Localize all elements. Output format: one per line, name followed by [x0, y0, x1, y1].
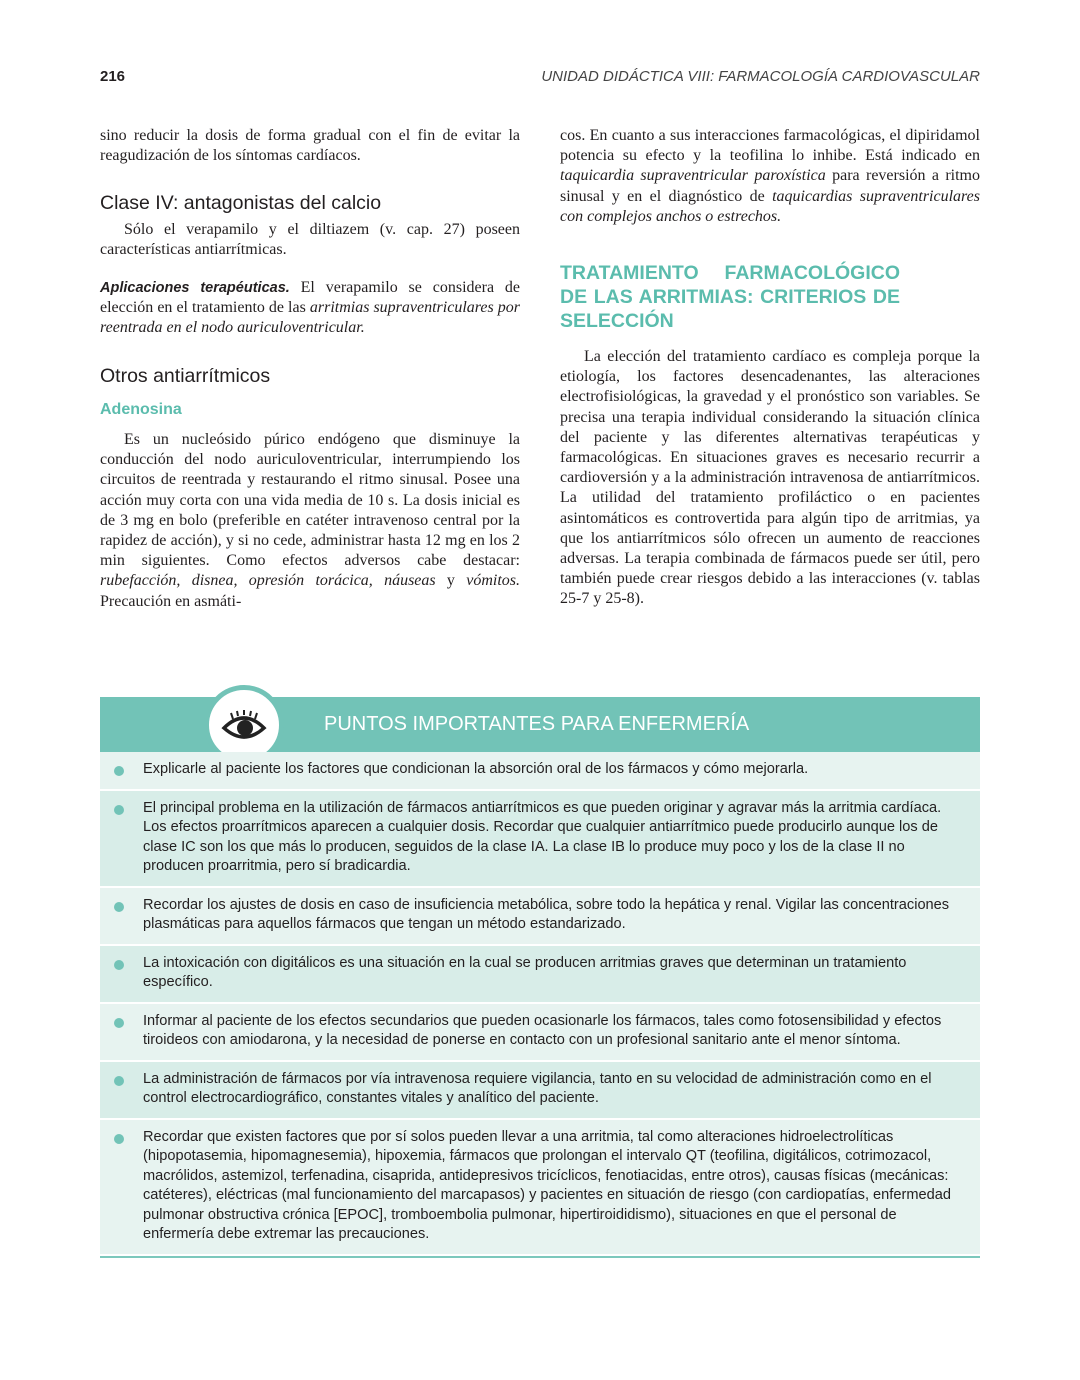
running-header: UNIDAD DIDÁCTICA VIII: FARMACOLOGÍA CARDIOVASCULAR [541, 68, 980, 85]
list-item [100, 752, 980, 791]
italic-text: rubefacción, disnea, opresión torácica, náuseas [100, 572, 436, 590]
list-item-text: El principal problema en la utilización de fármacos antiarrítmicos es que pueden originar y agravar más la arritmia cardíaca. Los efectos proarrítmicos aparecen a cualquier dosis. Recordar que cualquier antiarrítmico puede producirlo aunque los de clase IC son los que más lo producen, seguidos de la clase IA. La clase IB lo produce muy poco y los de la clase II no producen proarritmia, pero sí bradicardia. [143, 799, 942, 874]
bullet-icon [114, 1076, 124, 1086]
list-item [100, 1062, 980, 1120]
paragraph [100, 278, 520, 339]
paragraph [100, 430, 520, 612]
section-heading: Otros antiarrítmicos [100, 364, 271, 387]
bullet-icon [114, 766, 124, 776]
bullet-icon [114, 805, 124, 815]
italic-text: taquicardia supraventricular paroxística [560, 167, 826, 185]
text-run: sino reducir la dosis de forma gradual con el fin de evitar la reagudización de los síntomas cardíacos. [100, 127, 520, 165]
list-item [100, 1004, 980, 1062]
list-item [100, 888, 980, 946]
list-item-text: Informar al paciente de los efectos secundarios que pueden ocasionarle los fármacos, tales como fotosensibilidad y efectos tiroideos con amiodarona, y la necesidad de ponerse en contacto con un profesional sanitario ante el menor síntoma. [143, 1012, 942, 1048]
paragraph [560, 347, 980, 610]
list-item-text: Explicarle al paciente los factores que condicionan la absorción oral de los fármacos y cómo mejorarla. [143, 761, 809, 777]
list-item [100, 946, 980, 1004]
text-run: La elección del tratamiento cardíaco es compleja porque la etiología, los factores desencadenantes, las alteraciones electrofisiológicas, la gravedad y el pronóstico son variables. Se precisa una terapia individual considerando la situación clínica del paciente y las diferentes alternativas terapéuticas y farmacológicas. En situaciones graves es necesario recurrir a cardioversión y a la administración intravenosa de antiarrítmicos. La utilidad del tratamiento profiláctico o en pacientes asintomáticos es controvertida para algún tipo de arritmias, ya que los antiarrítmicos sólo ofrecen un aumento de reacciones adversas. La terapia combinada de fármacos puede ser útil, pero también puede crear riesgos debido a las interacciones (v. tablas 25-7 y 25-8). [560, 348, 980, 608]
right-column [560, 126, 980, 610]
list-item [100, 791, 980, 888]
text-run: Es un nucleósido púrico endógeno que disminuye la conducción del nodo auriculoventricular, interrumpiendo los circuitos de reentrada y restaurando el ritmo sinusal. Posee una acción muy corta con una vida media de 10 s. La dosis inicial es de 3 mg en bolo (preferible en catéter intravenoso central por la rapidez de acción), y si no cede, administrar hasta 12 mg en los 2 min siguientes. Como efectos adversos cabe destacar: [100, 431, 520, 570]
paragraph [100, 126, 520, 166]
text-run: cos. En cuanto a sus interacciones farmacológicas, el dipiridamol potencia su efecto y la teofilina lo inhibe. Está indicado en [560, 127, 980, 165]
box-title: PUNTOS IMPORTANTES PARA ENFERMERÍA [324, 713, 750, 735]
bullet-icon [114, 1018, 124, 1028]
list-item-text: La administración de fármacos por vía intravenosa requiere vigilancia, tanto en su velocidad de administración como en el control electrocardiográfico, constantes vitales y analítico del paciente. [143, 1070, 932, 1106]
list-item [100, 1120, 980, 1256]
italic-text: taquicardias supraventriculares con complejos anchos o estrechos. [560, 187, 981, 225]
left-column [100, 126, 520, 612]
bullet-icon [114, 1134, 124, 1144]
list-item-text: Recordar que existen factores que por sí solos pueden llevar a una arritmia, tal como alteraciones hidroelectrolíticas (hipopotasemia, hipomagnesemia), hipoxemia, fármacos que prolongan el intervalo QT (teofilina, digitálicos, cotrimozacol, macrólidos, astemizol, terfenadina, cisaprida, antidepresivos tricíclicos, fenotiacidas, entre otros), causas físicas (mecánicas: catéteres), eléctricas (mal funcionamiento del marcapasos) y pacientes en situación de riesgo (con cardiopatías, enfermedad pulmonar obstructiva crónica [EPOC], tromboembolia pulmonar, hipertiroididismo), situaciones en que el personal de enfermería debe extremar las precauciones. [143, 1128, 951, 1242]
italic-text: arritmias supraventriculares por reentrada en el nodo auriculoventricular. [100, 299, 520, 337]
text-run: El verapamilo se considera de elección en el tratamiento de las [100, 279, 521, 317]
nursing-points-box [100, 697, 980, 1258]
box-header [100, 697, 980, 752]
italic-text: vómitos. [466, 572, 520, 590]
bullet-icon [114, 902, 124, 912]
lead-in: Aplicaciones terapéuticas. [100, 280, 290, 297]
section-heading: Clase IV: antagonistas del calcio [100, 192, 382, 215]
paragraph [560, 126, 980, 227]
points-list [100, 752, 980, 1256]
list-item-text: Recordar los ajustes de dosis en caso de insuficiencia metabólica, sobre todo la hepática y renal. Vigilar las concentraciones plasmáticas para aquellos fármacos que tengan un método estandarizado. [143, 896, 950, 932]
text-run: Sólo el verapamilo y el diltiazem (v. cap. 27) poseen características antiarrítmicas. [100, 220, 520, 258]
text-run: y [435, 572, 467, 590]
bullet-icon [114, 960, 124, 970]
section-heading: TRATAMIENTO FARMACOLÓGICO DE LAS ARRITMIAS: CRITERIOS DE SELECCIÓN [560, 262, 900, 333]
page-number: 216 [100, 68, 126, 85]
text-run: para reversión a ritmo sinusal y en el diagnóstico de [560, 167, 980, 205]
paragraph [100, 220, 520, 260]
subsection-heading: Adenosina [100, 400, 182, 418]
text-run: Precaución en asmáti- [100, 592, 242, 610]
list-item-text: La intoxicación con digitálicos es una situación en la cual se producen arritmias graves que determinan un tratamiento específico. [143, 954, 907, 990]
